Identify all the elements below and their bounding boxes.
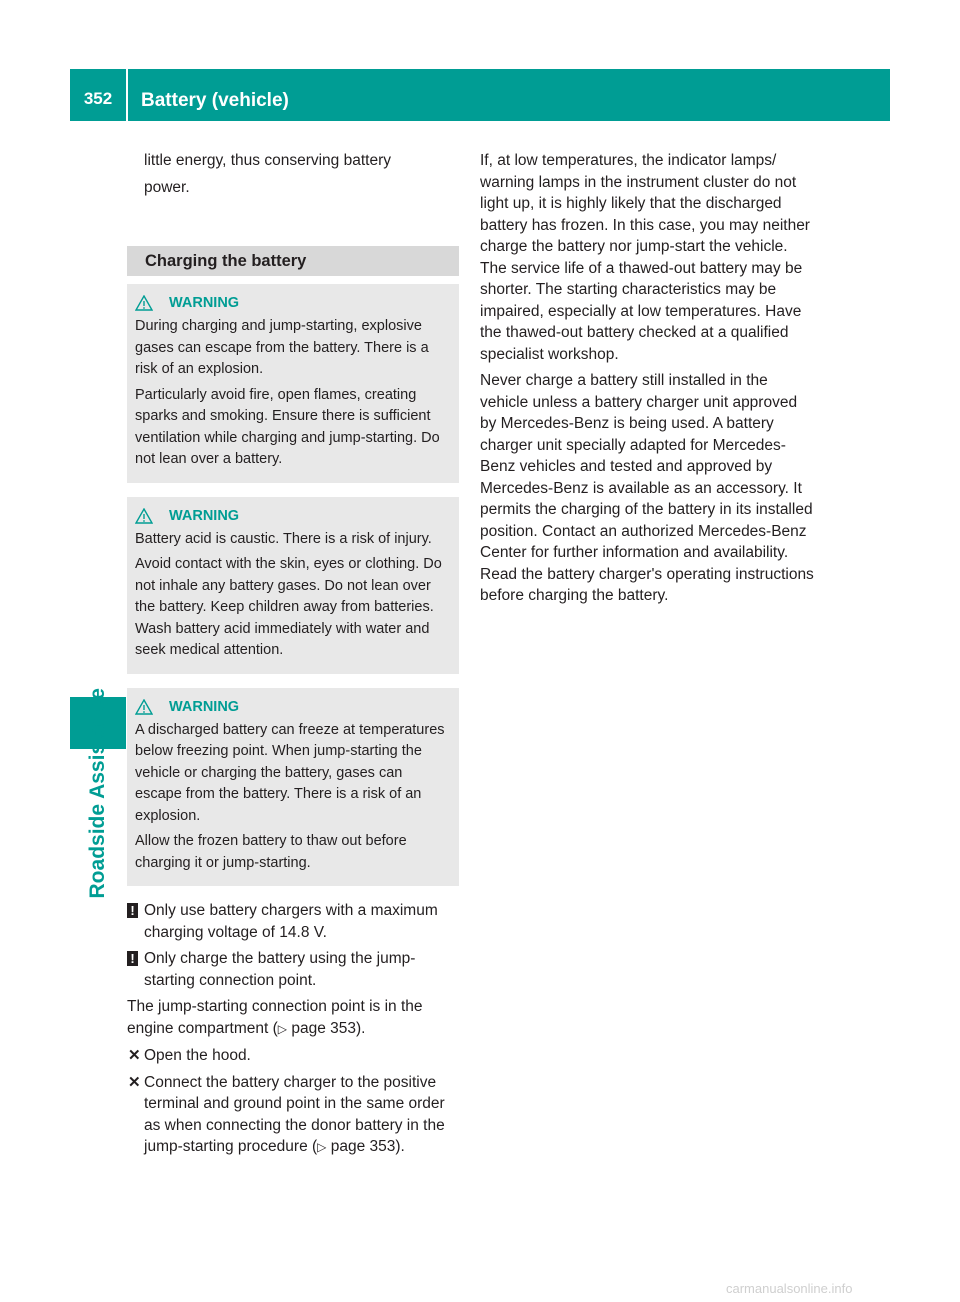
note-item bbox=[127, 900, 459, 943]
warning-header bbox=[135, 696, 451, 718]
warning-header bbox=[135, 292, 451, 314]
header-divider bbox=[126, 69, 128, 121]
warning-label: WARNING bbox=[169, 507, 240, 524]
intro-text bbox=[127, 150, 459, 198]
warning-text: During charging and jump-starting, explosive gases can escape from the battery. There is a risk of an explosion. bbox=[135, 318, 429, 377]
connection-text-part: The jump-starting connection point is in the engine compartment ( bbox=[127, 998, 423, 1037]
warning-label: WARNING bbox=[169, 698, 240, 715]
warning-triangle-icon bbox=[135, 295, 153, 311]
warning-box bbox=[127, 284, 459, 483]
left-column bbox=[127, 150, 459, 1164]
step-text bbox=[144, 1072, 459, 1159]
warning-box bbox=[127, 688, 459, 887]
note-text: Only use battery chargers with a maximum charging voltage of 14.8 V. bbox=[144, 902, 438, 941]
warning-triangle-icon bbox=[135, 508, 153, 524]
side-tab-label: Roadside Assistance bbox=[86, 688, 109, 899]
step-arrow-icon: ✕ bbox=[128, 1073, 141, 1091]
right-column bbox=[480, 150, 815, 612]
page-reference-icon: ▷ bbox=[317, 1140, 327, 1154]
warning-header bbox=[135, 505, 451, 527]
step-arrow-icon: ✕ bbox=[128, 1047, 141, 1064]
watermark: carmanualsonline.info bbox=[726, 1281, 853, 1296]
warning-text: Avoid contact with the skin, eyes or clothing. Do not inhale any battery gases. Do not lean over the battery. Keep children away from batteries. Wash battery acid immediately with water and seek medical attention. bbox=[135, 556, 442, 658]
intro-line: power. bbox=[144, 178, 190, 196]
page-reference-icon: ▷ bbox=[277, 1021, 288, 1036]
step-item bbox=[127, 1045, 459, 1067]
intro-line: little energy, thus conserving battery bbox=[144, 152, 391, 169]
page-title: Battery (vehicle) bbox=[141, 90, 289, 111]
step-text: Open the hood. bbox=[144, 1047, 251, 1064]
connection-text bbox=[127, 996, 459, 1040]
step-item bbox=[127, 1072, 459, 1159]
page-reference-link[interactable]: page 353). bbox=[330, 1138, 405, 1155]
warning-text: Particularly avoid fire, open flames, creating sparks and smoking. Ensure there is sufficient ventilation while charging and jump-starting. Do not lean over a battery. bbox=[135, 386, 440, 467]
body-paragraph: If, at low temperatures, the indicator lamps/ warning lamps in the instrument cluster do not light up, it is highly likely that the discharged battery has frozen. In this case, you may neither charge the battery nor jump-start the vehicle. The service life of a thawed-out battery may be shorter. The starting characteristics may be impaired, especially at low temperatures. Have the thawed-out battery checked at a qualified specialist workshop. bbox=[480, 152, 810, 363]
exclamation-icon: ! bbox=[127, 951, 138, 966]
warning-label: WARNING bbox=[169, 295, 240, 311]
note-text: Only charge the battery using the jump-starting connection point. bbox=[144, 950, 416, 989]
warning-box bbox=[127, 497, 459, 674]
exclamation-icon: ! bbox=[127, 903, 138, 918]
step-text-part: Connect the battery charger to the positive terminal and ground point in the same order as when connecting the donor battery in the jump-starting procedure ( bbox=[144, 1073, 445, 1155]
section-heading: Charging the battery bbox=[127, 246, 459, 276]
warning-text: A discharged battery can freeze at temperatures below freezing point. When jump-starting the vehicle or charging the battery, gases can escape from the battery. There is a risk of an explosion. bbox=[135, 721, 445, 824]
warning-text: Battery acid is caustic. There is a risk of injury. bbox=[135, 530, 432, 547]
body-paragraph: Never charge a battery still installed in the vehicle unless a battery charger unit approved by Mercedes-Benz is being used. A battery charger unit specially adapted for Mercedes-Benz vehicles and tested and approved by Mercedes-Benz is available as an accessory. It permits the charging of the battery in its installed position. Contact an authorized Mercedes-Benz Center for further information and availability. Read the battery charger's operating instructions before charging the battery. bbox=[480, 372, 814, 604]
warning-triangle-icon bbox=[135, 699, 153, 715]
note-item bbox=[127, 948, 459, 991]
warning-text: Allow the frozen battery to thaw out before charging it or jump-starting. bbox=[135, 833, 407, 871]
page-reference-link[interactable]: page 353). bbox=[291, 1019, 366, 1037]
page-number: 352 bbox=[83, 89, 113, 108]
